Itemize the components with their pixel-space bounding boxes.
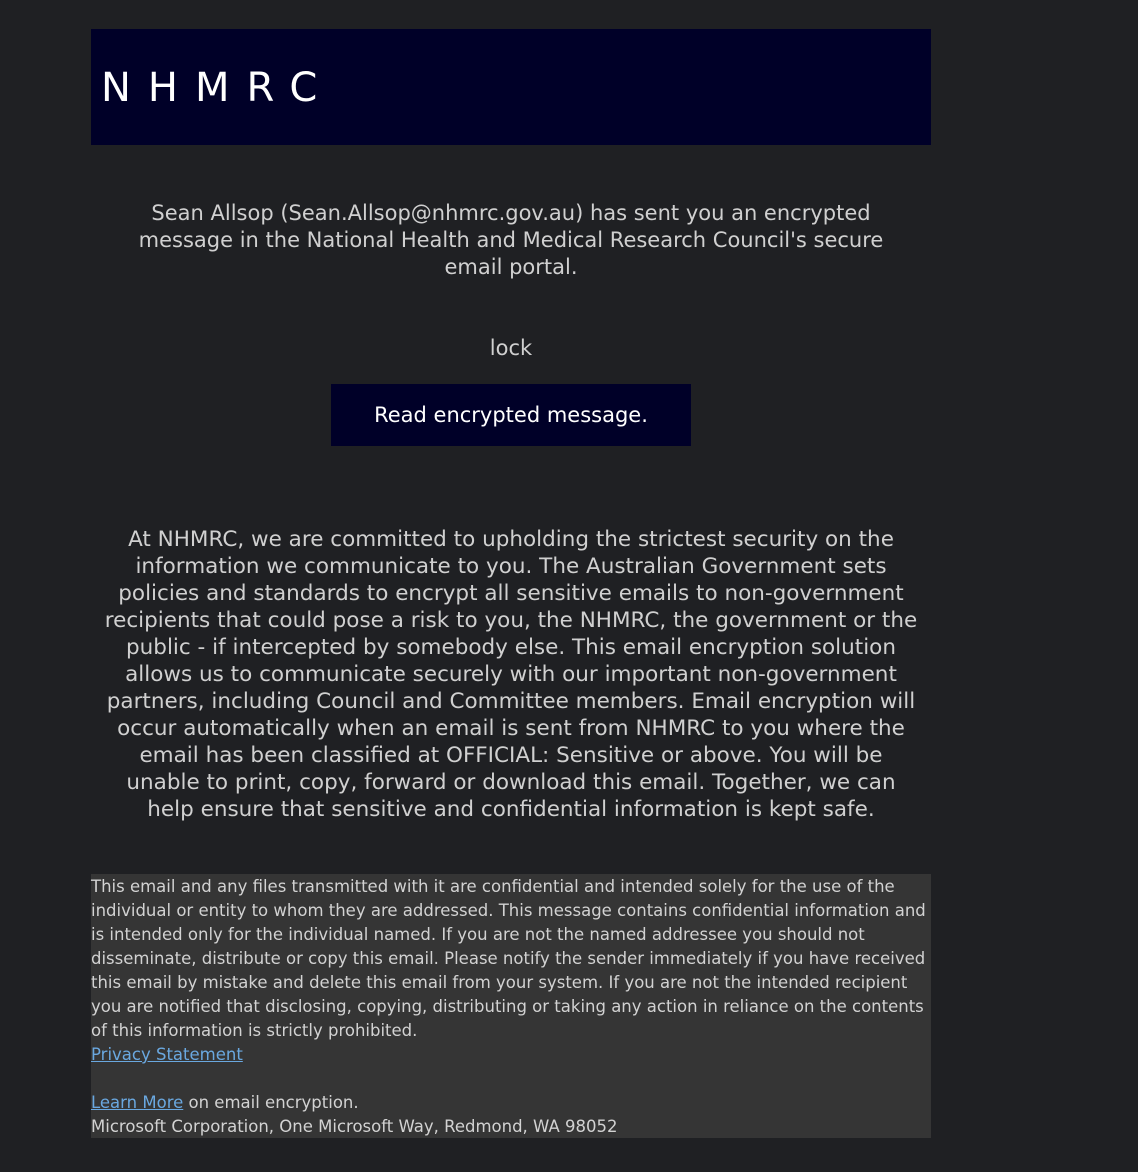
footer-disclaimer [91,874,931,1138]
disclaimer-text: This email and any files transmitted with it are confidential and intended solely for the use of the individual or entity to whom they are addressed. This message contains confidential information and is intended only for the individual named. If you are not the named addressee you should not disseminate, distribute or copy this email. Please notify the sender immediately if you have received this email by mistake and delete this email from your system. If you are not the intended recipient you are notified that disclosing, copying, distributing or taking any action in reliance on the contents of this information is strictly prohibited. [91,877,926,1040]
intro-message: Sean Allsop (Sean.Allsop@nhmrc.gov.au) has sent you an encrypted message in the National Health and Medical Research Council's secure email portal. [138,201,884,279]
email-body [91,29,931,1136]
nhmrc-logo: NHMRC [101,65,335,111]
privacy-statement-link[interactable]: Privacy Statement [91,1045,243,1064]
security-commitment-text: At NHMRC, we are committed to upholding the strictest security on the information we communicate to you. The Australian Government sets policies and standards to encrypt all sensitive emails to non-government recipients that could pose a risk to you, the NHMRC, the government or the public - if intercepted by somebody else. This email encryption solution allows us to communicate securely with our important non-government partners, including Council and Committee members. Email encryption will occur automatically when an email is sent from NHMRC to you where the email has been classified at OFFICIAL: Sensitive or above. You will be unable to print, copy, forward or download this email. Together, we can help ensure that sensitive and confidential information is kept safe. [104,527,918,822]
header-banner [91,29,931,145]
read-encrypted-message-button[interactable]: Read encrypted message. [331,384,691,446]
learn-more-suffix: on email encryption. [183,1093,359,1112]
lock-icon: lock [489,336,533,360]
learn-more-line [91,1091,931,1115]
company-address: Microsoft Corporation, One Microsoft Way, Redmond, WA 98052 [91,1117,618,1136]
learn-more-link[interactable]: Learn More [91,1093,184,1112]
